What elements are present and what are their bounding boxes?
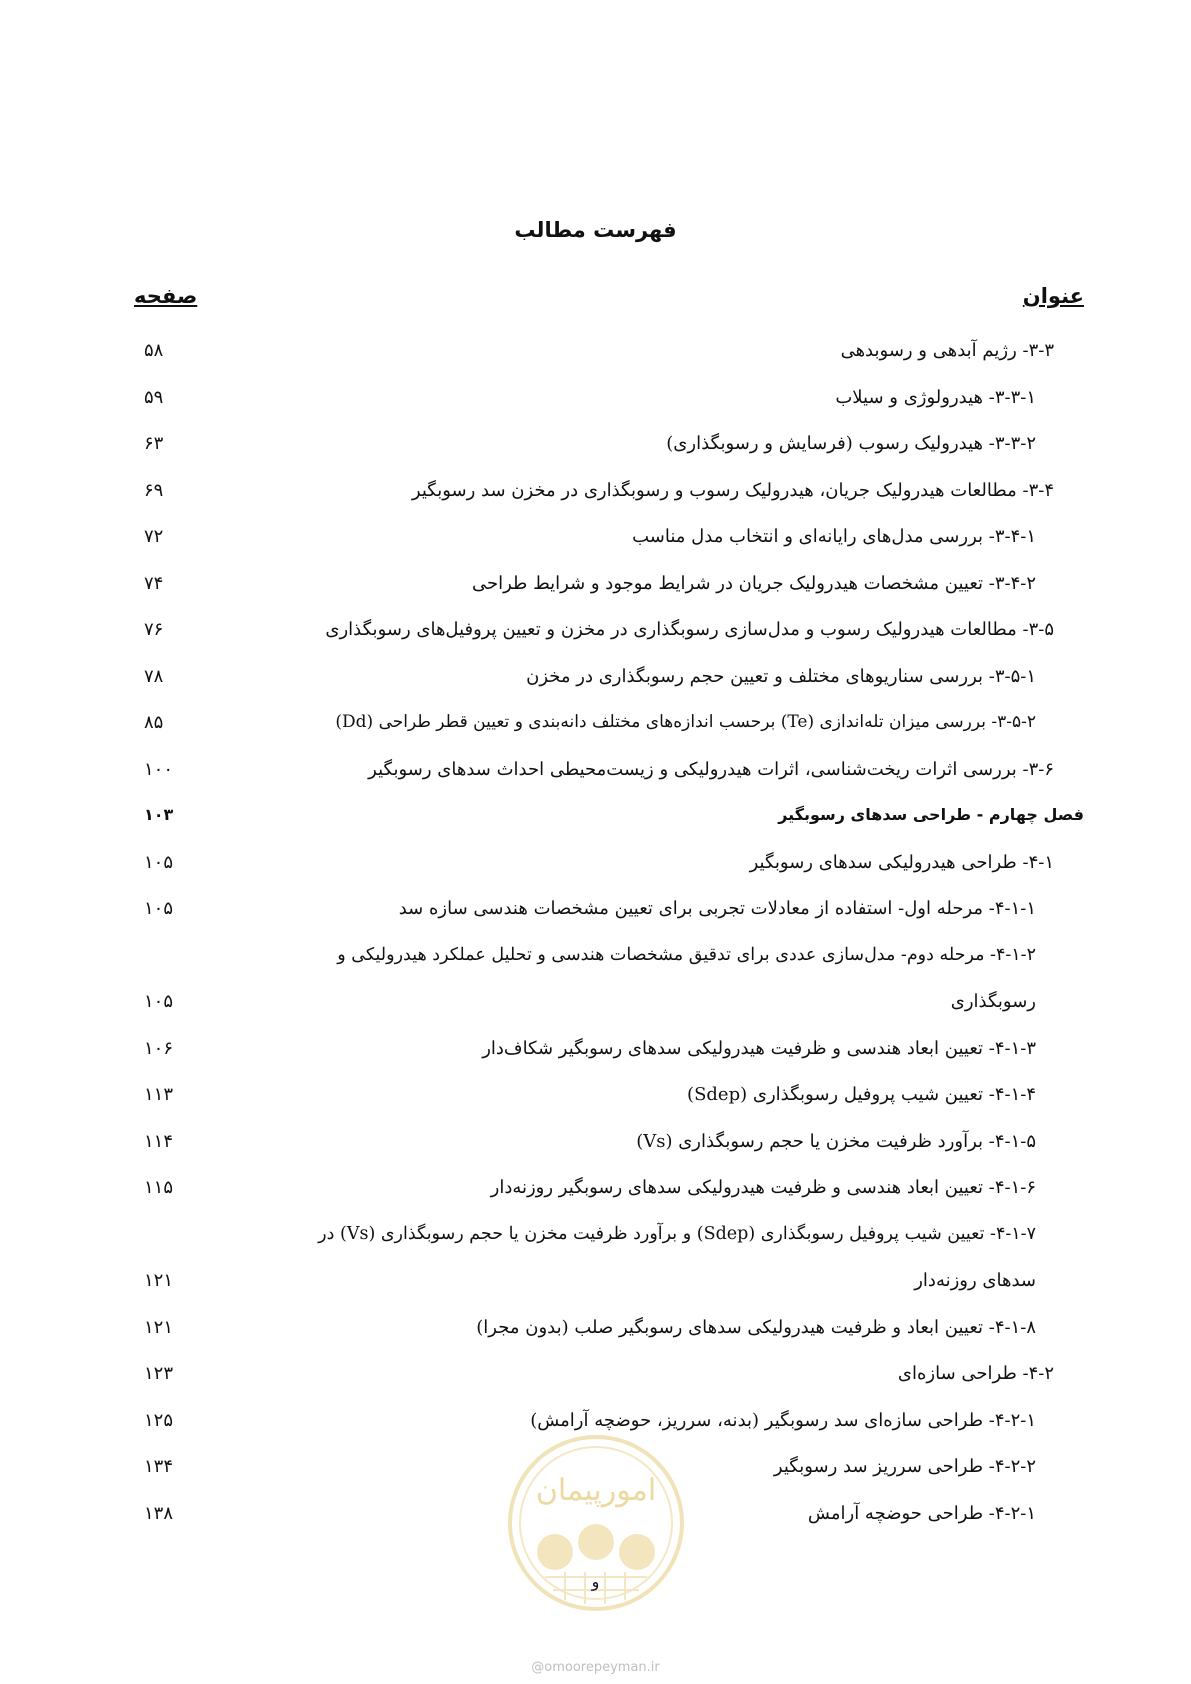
toc-entry-title: ۴-۲- طراحی سازه‌ای xyxy=(897,1363,1054,1384)
toc-entry-page: ۱۱۴ xyxy=(144,1130,174,1152)
toc-entry-title: سدهای روزنه‌دار xyxy=(914,1270,1036,1291)
toc-entry-title: ۴-۱-۷- تعیین شیب پروفیل رسوبگذاری (Sdep) و برآورد ظرفیت مخزن یا حجم رسوبگذاری (Vs) در xyxy=(318,1223,1036,1244)
toc-entry-page: ۷۸ xyxy=(144,665,164,687)
toc-entry xyxy=(134,470,1084,517)
toc-entry xyxy=(134,1353,1084,1400)
toc-entry xyxy=(134,1074,1084,1121)
table-of-contents xyxy=(134,330,1084,1539)
toc-entry-title: ۴-۱-۳- تعیین ابعاد هندسی و ظرفیت هیدرولیکی سدهای رسوبگیر شکاف‌دار xyxy=(482,1037,1036,1059)
toc-entry-wrapped xyxy=(134,1214,1084,1261)
toc-entry xyxy=(134,842,1084,889)
toc-entry-page: ۶۹ xyxy=(144,479,164,501)
toc-entry xyxy=(134,1028,1084,1075)
toc-entry xyxy=(134,516,1084,563)
toc-entry xyxy=(134,1121,1084,1168)
toc-entry-continuation xyxy=(134,1260,1084,1307)
toc-entry-title: ۴-۱- طراحی هیدرولیکی سدهای رسوبگیر xyxy=(749,851,1054,873)
toc-entry xyxy=(134,423,1084,470)
toc-entry-page: ۱۳۸ xyxy=(144,1502,174,1524)
toc-entry-page: ۷۶ xyxy=(144,619,164,640)
toc-entry xyxy=(134,656,1084,703)
toc-entry-page: ۷۴ xyxy=(144,572,164,594)
toc-entry xyxy=(134,1167,1084,1214)
toc-entry-title: ۳-۴-۲- تعیین مشخصات هیدرولیک جریان در شرایط موجود و شرایط طراحی xyxy=(471,572,1036,594)
watermark-url: @omoorepeyman.ir xyxy=(531,1660,660,1675)
toc-entry-title: ۴-۱-۸- تعیین ابعاد و ظرفیت هیدرولیکی سدهای رسوبگیر صلب (بدون مجرا) xyxy=(476,1316,1036,1338)
toc-entry-page: ۱۰۵ xyxy=(144,851,174,873)
toc-entry-page: ۱۱۳ xyxy=(144,1084,174,1105)
page-title: فهرست مطالب xyxy=(514,218,677,242)
toc-entry-page: ۱۲۳ xyxy=(144,1363,174,1384)
toc-entry xyxy=(134,563,1084,610)
toc-entry-page: ۱۰۵ xyxy=(144,991,174,1012)
toc-entry xyxy=(134,702,1084,749)
toc-entry-title: ۴-۱-۴- تعیین شیب پروفیل رسوبگذاری (Sdep) xyxy=(687,1084,1036,1105)
toc-entry xyxy=(134,749,1084,796)
column-header-title: عنوان xyxy=(1022,284,1084,308)
toc-entry-page: ۷۲ xyxy=(144,526,164,547)
toc-entry-title: ۳-۵- مطالعات هیدرولیک رسوب و مدل‌سازی رسوبگذاری در مخزن و تعیین پروفیل‌های رسوبگذاری xyxy=(325,619,1054,640)
toc-entry xyxy=(134,1307,1084,1354)
toc-entry xyxy=(134,888,1084,935)
toc-entry-title: ۳-۶- بررسی اثرات ریخت‌شناسی، اثرات هیدرولیکی و زیست‌محیطی احداث سدهای رسوبگیر xyxy=(368,758,1054,780)
toc-entry-title: ۳-۴- مطالعات هیدرولیک جریان، هیدرولیک رسوب و رسوبگذاری در مخزن سد رسوبگیر xyxy=(411,479,1054,501)
toc-entry-page: ۱۲۱ xyxy=(144,1316,174,1338)
toc-entry xyxy=(134,609,1084,656)
toc-entry-title: ۴-۱-۲- مرحله دوم- مدل‌سازی عددی برای تدقیق مشخصات هندسی و تحلیل عملکرد هیدرولیکی و xyxy=(337,944,1036,965)
toc-entry-title: ۴-۱-۱- مرحله اول- استفاده از معادلات تجربی برای تعیین مشخصات هندسی سازه سد xyxy=(398,898,1036,919)
toc-entry-page: ۵۸ xyxy=(144,340,164,361)
toc-entry xyxy=(134,330,1084,377)
toc-entry-title: ۴-۲-۲- طراحی سرریز سد رسوبگیر xyxy=(773,1456,1036,1477)
toc-entry-title: ۳-۳- رژیم آبدهی و رسوبدهی xyxy=(840,340,1054,361)
toc-entry-page: ۵۹ xyxy=(144,386,164,408)
toc-entry-title: ۴-۱-۶- تعیین ابعاد هندسی و ظرفیت هیدرولیکی سدهای رسوبگیر روزنه‌دار xyxy=(490,1177,1036,1198)
toc-entry-page: ۶۳ xyxy=(144,433,164,454)
toc-entry-title: ۴-۲-۱- طراحی حوضچه آرامش xyxy=(807,1502,1036,1524)
toc-entry-title: رسوبگذاری xyxy=(950,991,1036,1012)
toc-entry-wrapped xyxy=(134,935,1084,982)
toc-entry-page: ۱۰۵ xyxy=(144,898,174,919)
toc-entry-page: ۸۵ xyxy=(144,712,164,733)
toc-entry-page: ۱۰۰ xyxy=(144,758,174,780)
toc-entry-title: ۳-۳-۱- هیدرولوژی و سیلاب xyxy=(835,386,1036,408)
toc-entry-title: ۳-۵-۱- بررسی سناریوهای مختلف و تعیین حجم رسوبگذاری در مخزن xyxy=(526,665,1036,687)
toc-entry-title: ۳-۳-۲- هیدرولیک رسوب (فرسایش و رسوبگذاری) xyxy=(666,433,1036,454)
toc-entry xyxy=(134,377,1084,424)
toc-entry-page: ۱۰۶ xyxy=(144,1037,174,1059)
toc-entry-title: ۴-۲-۱- طراحی سازه‌ای سد رسوبگیر (بدنه، سرریز، حوضچه آرامش) xyxy=(530,1409,1036,1431)
toc-entry-page: ۱۳۴ xyxy=(144,1456,174,1477)
toc-entry-title: ۳-۵-۲- بررسی میزان تله‌اندازی (Te) برحسب اندازه‌های مختلف دانه‌بندی و تعیین قطر طراحی (Dd) xyxy=(335,712,1036,732)
toc-entry-continuation xyxy=(134,981,1084,1028)
toc-entry-page: ۱۱۵ xyxy=(144,1177,174,1198)
toc-entry-page: ۱۲۵ xyxy=(144,1409,174,1431)
toc-entry-page: ۱۰۳ xyxy=(144,805,174,824)
watermark-seal-text: امورپیمان xyxy=(535,1473,657,1508)
toc-chapter-entry xyxy=(134,795,1084,842)
toc-entry-title: فصل چهارم - طراحی سدهای رسوبگیر xyxy=(778,805,1084,824)
page-number: و xyxy=(591,1572,600,1591)
toc-entry-page: ۱۲۱ xyxy=(144,1270,174,1291)
toc-entry-title: ۳-۴-۱- بررسی مدل‌های رایانه‌ای و انتخاب مدل مناسب xyxy=(632,526,1036,547)
toc-entry-title: ۴-۱-۵- برآورد ظرفیت مخزن یا حجم رسوبگذاری (Vs) xyxy=(636,1130,1036,1152)
column-header-page: صفحه xyxy=(134,284,198,308)
